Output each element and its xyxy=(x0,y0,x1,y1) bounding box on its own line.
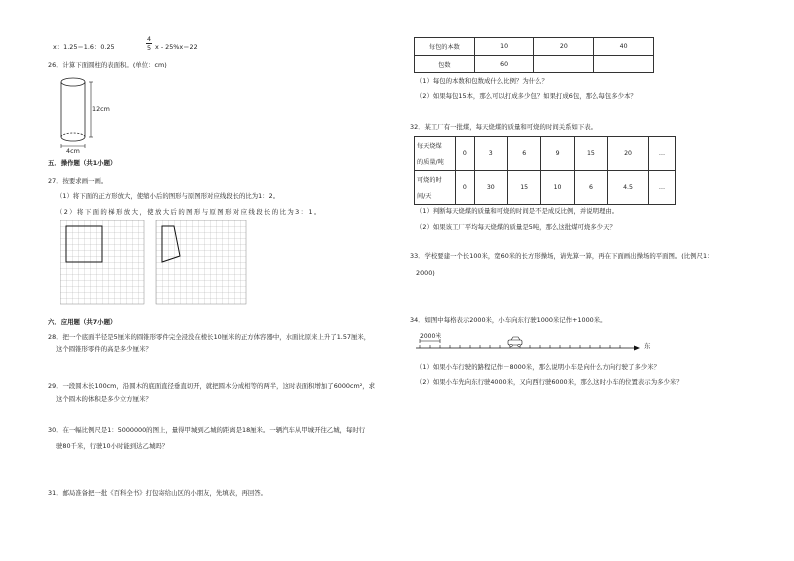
table-cell: 60 xyxy=(474,56,534,73)
table-cell: 6 xyxy=(507,137,540,171)
question-26: 26．计算下面圆柱的表面积。(单位：cm) xyxy=(48,61,167,69)
table-cell: 20 xyxy=(608,137,649,171)
question-27-1: （1）将下面的正方形放大，使缩小后的图形与原图形对应线段长的比为1：2。 xyxy=(56,192,280,200)
table-cell: 0 xyxy=(456,171,475,205)
question-32: 32．某工厂有一批煤，每天烧煤的质量和可烧的时间关系如下表。 xyxy=(410,123,598,131)
table-row xyxy=(415,56,654,73)
cylinder-width-label: 4cm xyxy=(66,147,80,155)
question-30-line2: 驶80千米，行驶10小时能到达乙城吗？ xyxy=(56,442,169,450)
fraction xyxy=(146,36,152,52)
question-31-1: （1）每包的本数和包数成什么比例？为什么？ xyxy=(416,77,548,85)
table-header-cell xyxy=(415,137,456,171)
table-cell: 4.5 xyxy=(608,171,649,205)
table-cell: … xyxy=(648,137,675,171)
question-31: 31．邮局准备把一批《百科全书》打包寄给山区的小朋友，先填表，再回答。 xyxy=(48,489,268,497)
question-34: 34．如图中每格表示2000米，小车向东行驶1000米记作+1000米。 xyxy=(410,316,607,324)
question-28-line2: 这个圆锥形零件的高是多少厘米？ xyxy=(56,345,152,353)
drawing-grid xyxy=(60,220,250,310)
question-28-line1: 28．把一个底面半径是5厘米的圆锥形零件完全浸没在棱长10厘米的正方体容器中，水面比原来上升了1.57厘米， xyxy=(48,333,371,341)
table-header-text: 的质量/吨 xyxy=(417,159,444,166)
table-cell: 30 xyxy=(474,171,507,205)
section-6-title: 六．应用题（共7小题） xyxy=(48,318,117,326)
table-cell: 0 xyxy=(456,137,475,171)
question-34-1: （1）如果小车行驶的路程记作－8000米，那么说明小车是向什么方向行驶了多少米？ xyxy=(416,363,660,371)
table-header-text: 间/天 xyxy=(417,193,432,200)
table-cell xyxy=(594,56,654,73)
equation-1: x：1.25＝1.6：0.25 xyxy=(53,43,115,51)
east-label: 东 xyxy=(644,342,651,350)
table-cell: 6 xyxy=(574,171,607,205)
question-33-line1: 33．学校要建一个长100米，宽60米的长方形操场，请先算一算，再在下面画出操场的平面图。(比例尺1： xyxy=(410,252,714,260)
question-29-line1: 29．一段圆木长100cm，沿圆木的底面直径垂直切开，就把圆木分成相等的两半，这时表面积增加了6000cm²，求 xyxy=(48,382,376,390)
number-line xyxy=(414,332,654,354)
question-27-2: （2）将下面的梯形放大，使放大后的图形与原图形对应线段长的比为3：1。 xyxy=(56,208,322,216)
question-34-2: （2）如果小车先向东行驶4000米，又向西行驶6000米，那么这时小车的位置表示为多少米？ xyxy=(416,378,683,386)
table-cell: 包数 xyxy=(415,56,475,73)
table-row xyxy=(415,137,676,171)
table-header-text: 每天烧煤 xyxy=(417,143,442,150)
table-cell xyxy=(534,56,594,73)
table-cell: 40 xyxy=(594,38,654,56)
question-32-2: （2）如果该工厂平均每天烧煤的质量是5吨，那么这批煤可烧多少天？ xyxy=(416,223,616,231)
section-5-title: 五．操作题（共1小题） xyxy=(48,159,117,167)
books-table xyxy=(414,37,654,73)
table-row xyxy=(415,171,676,205)
table-cell: 20 xyxy=(534,38,594,56)
table-cell: 每包的本数 xyxy=(415,38,475,56)
table-cell: 9 xyxy=(541,137,574,171)
table-row xyxy=(415,38,654,56)
cylinder-height-label: 12cm xyxy=(92,105,110,113)
question-32-1: （1）判断每天烧煤的质量和可烧的时间是不是成反比例，并说明理由。 xyxy=(416,207,619,215)
table-cell: 10 xyxy=(541,171,574,205)
scale-label: 2000米 xyxy=(420,333,442,340)
table-cell: 15 xyxy=(507,171,540,205)
table-cell: 15 xyxy=(574,137,607,171)
table-cell: 3 xyxy=(474,137,507,171)
car-icon xyxy=(508,337,522,347)
fraction-numerator: 4 xyxy=(146,35,152,43)
table-cell: … xyxy=(648,171,675,205)
table-header-text: 可烧的时 xyxy=(417,177,442,184)
question-29-line2: 这个圆木的体积是多少立方厘米？ xyxy=(56,395,152,403)
table-cell: 10 xyxy=(474,38,534,56)
coal-table xyxy=(414,136,676,205)
question-27: 27．按要求画一画。 xyxy=(48,177,108,185)
question-33-line2: 2000) xyxy=(416,269,435,277)
equation-2: x - 25%x＝22 xyxy=(155,43,198,51)
question-31-2: （2）如果每包15本，那么可以打成多少包？如果打成6包，那么每包多少本？ xyxy=(416,92,637,100)
fraction-denominator: 5 xyxy=(146,44,152,53)
question-30-line1: 30．在一幅比例尺是1：5000000的图上，量得甲城到乙城的距离是18厘米。一辆汽车从甲城开往乙城，每时行 xyxy=(48,426,366,434)
table-header-cell xyxy=(415,171,456,205)
